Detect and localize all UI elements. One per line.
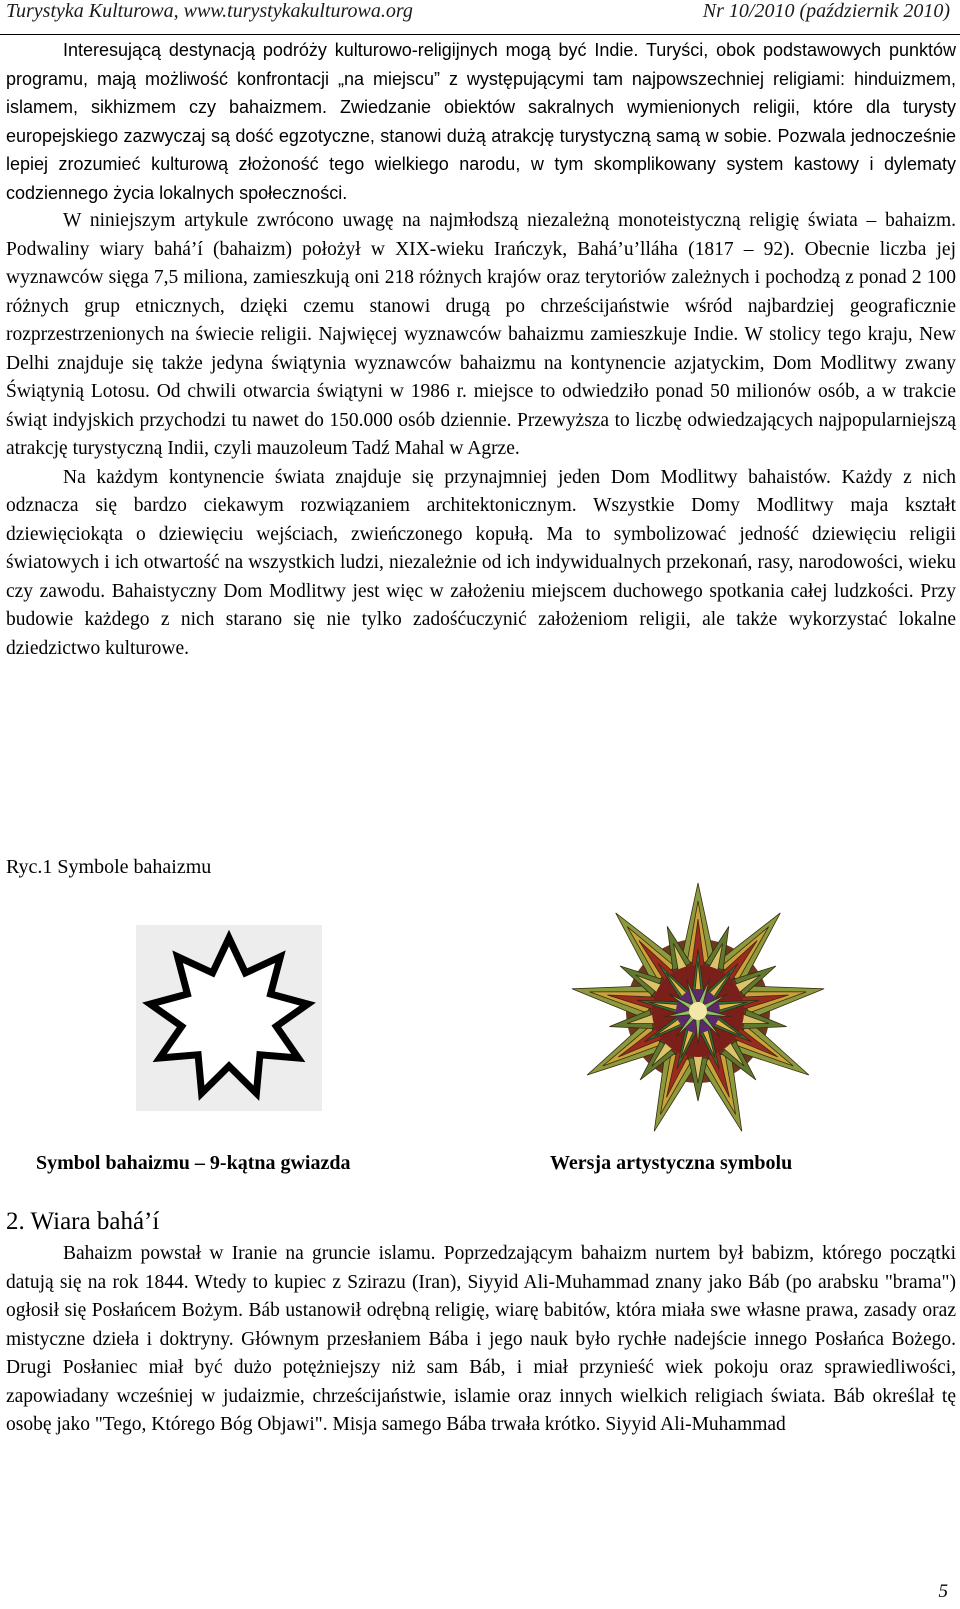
paragraph: W niniejszym artykule zwrócono uwagę na najmłodszą niezależną monoteistyczną religię świata – bahaizm. Podwaliny wiary bahá’í (bahaizm) położył w XIX-wieku Irańczyk, Bahá’u’lláha (1817 – 92). Obecnie liczba jej wyznawców sięga 7,5 miliona, zamieszkują oni 218 różnych krajów oraz terytoriów zależnych i pochodzą z ponad 2 100 różnych grup etnicznych, dzięki czemu stanowi drugą po chrześcijaństwie wśród najbardziej geograficznie rozprzestrzenionych na świecie religii. Najwięcej wyznawców bahaizmu zamieszkuje Indie. W stolicy tego kraju, New Delhi znajduje się także jedyna świątynia wyznawców bahaizmu na kontynencie azjatyckim, Dom Modlitwy zwany Świątynią Lotosu. Od chwili otwarcia świątyni w 1986 r. miejsce to odwiedziło ponad 50 milionów osób, a w trakcie świąt indyjskich przychodzi tu nawet do 150.000 osób dziennie. Przewyższa to liczbę odwiedzających najpopularniejszą atrakcję turystyczną Indii, czyli mauzoleum Tadź Mahal w Agrze. <box>6 210 956 459</box>
issue-number: Nr 10/2010 (październik 2010) <box>702 0 950 22</box>
section2-body <box>6 1240 956 1440</box>
caption-star: Symbol bahaizmu – 9-kątna gwiazda <box>36 1152 351 1174</box>
artistic-nine-pointed-star-icon <box>568 880 828 1142</box>
running-header <box>0 0 960 35</box>
paragraph: Bahaizm powstał w Iranie na gruncie islamu. Poprzedzającym bahaizm nurtem był babizm, którego początki datują się na rok 1844. Wtedy to kupiec z Szirazu (Iran), Siyyid Ali-Muhammad znany jako Báb (po arabsku "brama") ogłosił się Posłańcem Bożym. Báb ustanowił odrębną religię, wiarę babitów, która miała swe własne prawa, zasady oraz mistyczne dzieła i doktryny. Głównym przesłaniem Bába i jego nauk było rychłe nadejście innego Posłańca Bożego. Drugi Posłaniec miał być dużo potężniejszy niż sam Báb, i miał przynieść wiek pokoju oraz sprawiedliwości, zapowiadany wcześniej w judaizmie, chrześcijaństwie, islamie oraz innych wielkich religiach świata. Báb określał tę osobę jako "Tego, Którego Bóg Objawi". Misja samego Bába trwała krótko. Siyyid Ali-Muhammad <box>6 1243 956 1435</box>
section-heading: 2. Wiara bahá’í <box>6 1208 160 1235</box>
page-number: 5 <box>938 1581 948 1602</box>
section1-body <box>6 36 956 663</box>
caption-artistic: Wersja artystyczna symbolu <box>550 1152 793 1174</box>
paragraph: Interesującą destynacją podróży kulturowo-religijnych mogą być Indie. Turyści, obok podstawowych punktów programu, mają możliwość konfrontacji „na miejscu” z występującymi tam najpowszechniej religiami: hinduizmem, islamem, sikhizmem czy bahaizmem. Zwiedzanie obiektów sakralnych wymienionych religii, które dla turysty europejskiego zazwyczaj są dość egzotyczne, stanowi dużą atrakcję turystyczną samą w sobie. Pozwala jednocześnie lepiej zrozumieć kulturową złożoność tego wielkiego narodu, w tym skomplikowany system kastowy i dylematy codziennego życia lokalnych społeczności. <box>6 40 956 203</box>
figure-title: Ryc.1 Symbole bahaizmu <box>6 856 212 878</box>
paragraph: Na każdym kontynencie świata znajduje się przynajmniej jeden Dom Modlitwy bahaistów. Każdy z nich odznacza się bardzo ciekawym rozwiązaniem architektonicznym. Wszystkie Domy Modlitwy maja kształt dziewięciokąta o dziewięciu wejściach, zwieńczonego kopułą. Ma to symbolizować jedność dziewięciu religii światowych i ich otwartość na wszystkich ludzi, niezależnie od ich indywidualnych przekonań, rasy, narodowości, wieku czy zawodu. Bahaistyczny Dom Modlitwy jest więc w założeniu miejscem duchowego spotkania całej ludzkości. Przy budowie każdego z nich starano się nie tylko zadośćuczynić założeniom religii, ale także wykorzystać lokalne dziedzictwo kulturowe. <box>6 466 956 659</box>
journal-title: Turystyka Kulturowa, www.turystykakulturowa.org <box>6 0 413 22</box>
nine-pointed-star-icon <box>136 925 322 1111</box>
